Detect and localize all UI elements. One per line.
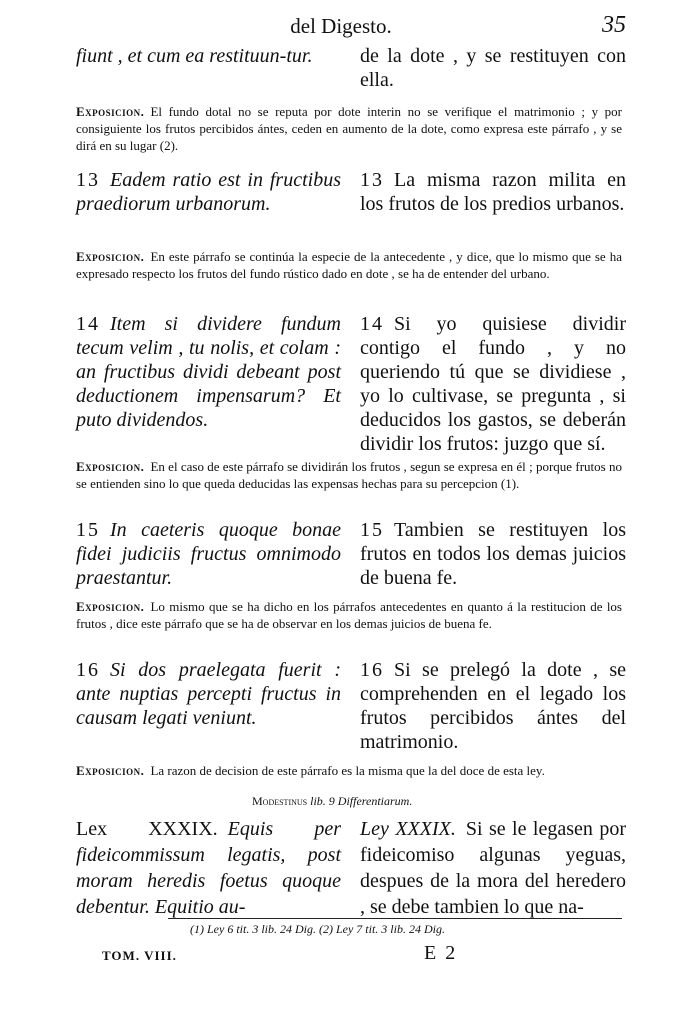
exposition-label: Exposicion.: [76, 599, 145, 614]
latin-text: 14 Item si dividere fundum tecum velim , tu nolis, et colam : an fructibus dividi debeant post deductionem impensarum? Et puto dividendos.: [76, 313, 341, 431]
paragraph-number: 15: [76, 519, 100, 541]
exposition-text: En el caso de este párrafo se dividirán los frutos , segun se expresa en él ; porque frutos no se entienden sino lo que queda deducidas las expensas hechas para su percepcion (1).: [76, 459, 622, 491]
spanish-text: 13 La misma razon milita en los frutos de los predios urbanos.: [360, 169, 626, 215]
paragraph-number: 13: [360, 169, 384, 191]
exposition-text: Lo mismo que se ha dicho en los párrafos antecedentes en quanto á la restitucion de los frutos , dice este párrafo que se ha de observar en los demas juicios de buena fe.: [76, 599, 622, 631]
lex-heading: Lex XXXIX.: [76, 818, 218, 840]
paragraph-number: 14: [360, 313, 384, 335]
exposition-label: Exposicion.: [76, 249, 145, 264]
spanish-text: 14 Si yo quisiese dividir contigo el fundo , y no queriendo tú que se dividiese , yo lo cultivase, se pregunta , si deducidos los gastos, se deberán dividir los frutos: juzgo que sí.: [360, 313, 626, 455]
paragraph-number: 16: [360, 659, 384, 681]
exposition: [76, 458, 622, 492]
exposition-text: El fundo dotal no se reputa por dote interin no se verifique el matrimonio ; y por consiguiente los frutos percibidos ántes, ceden en aumento de la dote, como expresa este párrafo , y se dirá en su lugar (2).: [76, 104, 622, 153]
exposition-label: Exposicion.: [76, 104, 145, 119]
paragraph-number: 16: [76, 659, 100, 681]
source-author: Modestinus: [252, 794, 308, 808]
exposition: [76, 598, 622, 632]
spanish-text: de la dote , y se restituyen con ella.: [360, 45, 626, 91]
latin-text: 15 In caeteris quoque bonae fidei judiciis fructus omnimodo praestantur.: [76, 519, 341, 589]
latin-text: Lex XXXIX. Equis per fideicommissum legatis, post moram heredis foetus quoque debentur. Equitio au-: [76, 818, 341, 918]
footnotes: (1) Ley 6 tit. 3 lib. 24 Dig. (2) Ley 7 tit. 3 lib. 24 Dig.: [190, 922, 445, 936]
paragraph-number: 13: [76, 169, 100, 191]
footnote-rule: [168, 918, 622, 919]
exposition: [76, 248, 622, 282]
ley-heading: Ley XXXIX.: [360, 818, 456, 840]
exposition-text: En este párrafo se continúa la especie de la antecedente , y dice, que lo mismo que se ha expresado respecto los frutos del fundo rústico dado en dote , se ha de entender del urbano.: [76, 249, 622, 281]
volume-label: TOM. VIII.: [102, 948, 177, 963]
source-attribution: [252, 794, 412, 809]
latin-text: fiunt , et cum ea restituun-tur.: [76, 45, 313, 67]
paragraph-number: 15: [360, 519, 384, 541]
latin-text: 16 Si dos praelegata fuerit : ante nuptias percepti fructus in causam legati veniunt.: [76, 659, 341, 729]
exposition-label: Exposicion.: [76, 459, 145, 474]
running-title: del Digesto.: [290, 14, 392, 38]
spanish-text: Ley XXXIX. Si se le legasen por fideicomiso algunas yeguas, despues de la mora del heredero , se debe tambien lo que na-: [360, 818, 626, 918]
spanish-text: 15 Tambien se restituyen los frutos en todos los demas juicios de buena fe.: [360, 519, 626, 589]
exposition-label: Exposicion.: [76, 763, 145, 778]
paragraph-number: 14: [76, 313, 100, 335]
page-number: 35: [602, 12, 626, 38]
source-reference: lib. 9 Differentiarum.: [310, 794, 413, 808]
signature-mark: E 2: [424, 942, 458, 964]
running-head: [0, 10, 682, 40]
exposition: [76, 762, 622, 779]
exposition-text: La razon de decision de este párrafo es la misma que la del doce de esta ley.: [150, 763, 545, 778]
latin-text: 13 Eadem ratio est in fructibus praediorum urbanorum.: [76, 169, 341, 215]
exposition: [76, 103, 622, 154]
spanish-text: 16 Si se prelegó la dote , se comprehenden en el legado los frutos percibidos ántes del matrimonio.: [360, 659, 626, 753]
